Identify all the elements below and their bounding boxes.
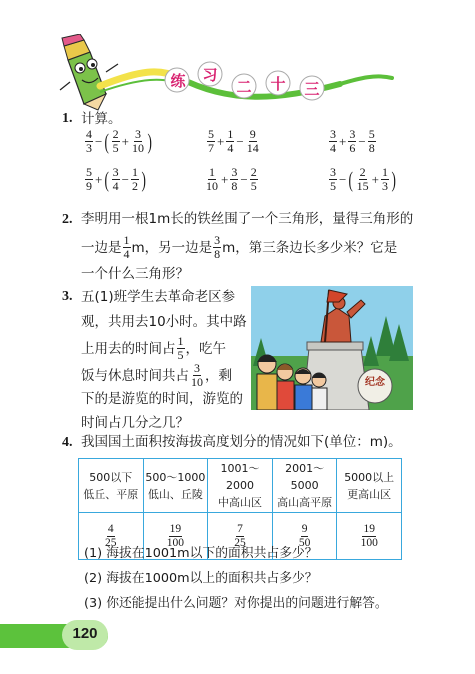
monument-illustration — [251, 286, 413, 410]
fraction: $\frac{1}{3}$ — [382, 165, 389, 193]
expression: $\frac{1}{10}$ + $\frac{3}{8}$ − $\frac{2}{5}$ — [206, 165, 257, 193]
question-3: (3) 你还能提出什么问题？对你提出的问题进行解答。 — [84, 596, 388, 611]
problem-2-number: 2. — [62, 212, 73, 227]
question-1: (1) 海拔在1001m以下的面积共占多少？ — [84, 546, 318, 561]
problem-3-line-5: 下的是游览的时间，游览的 — [81, 391, 243, 407]
page-number: 120 — [72, 625, 98, 642]
fraction: $\frac{9}{14}$ — [246, 127, 259, 155]
fraction: $\frac{1}{10}$ — [206, 165, 218, 193]
fraction: $\frac{1}{5}$ — [177, 334, 184, 362]
fraction: $\frac{5}{8}$ — [368, 127, 375, 155]
problem-3-line-4: 饭与休息时间共占 $\frac{3}{10}$ ，剩 — [81, 361, 232, 389]
fraction: $\frac{3}{10}$ — [191, 361, 203, 389]
title-char-2: 习 — [202, 66, 218, 84]
problem-3-line-6: 时间占几分之几？ — [81, 415, 189, 431]
table-row — [79, 459, 402, 513]
title-char-4: 十 — [270, 75, 286, 93]
fraction: $\frac{3}{4}$ — [112, 165, 119, 193]
header-banner — [40, 34, 400, 112]
fraction: $\frac{1}{2}$ — [132, 165, 139, 193]
fraction: $\frac{3}{5}$ — [330, 165, 336, 193]
problem-4-number: 4. — [62, 435, 73, 450]
table-cell: 500～1000 低山、丘陵 — [143, 459, 208, 513]
problem-3-line-1: 五(1)班学生去革命老区参 — [81, 289, 236, 305]
fraction: $\frac{3}{10}$ — [132, 127, 145, 155]
fraction: $\frac{1}{4}$ — [227, 127, 234, 155]
problem-2-line-3: 一个什么三角形？ — [81, 266, 189, 282]
table-cell: 2001～5000 高山高平原 — [272, 459, 337, 513]
fraction: $\frac{2}{5}$ — [112, 127, 119, 155]
title-char-3: 二 — [236, 78, 252, 96]
pencil-mascot-icon — [60, 34, 118, 110]
problem-2-line-1: 李明用一根1m长的铁丝围了一个三角形，量得三角形的 — [81, 211, 414, 227]
fraction: $\frac{19}{100}$ — [166, 522, 185, 549]
problem-4-intro: 我国国土面积按海拔高度划分的情况如下(单位：m)。 — [81, 434, 402, 450]
problem-1-label: 计算。 — [81, 111, 122, 127]
problem-3-line-3: 上用去的时间占 $\frac{1}{5}$ ，吃午 — [81, 334, 226, 362]
title-char-5: 三 — [304, 80, 320, 98]
fraction: $\frac{4}{25}$ — [105, 522, 117, 549]
problem-3-line-2: 观，共用去10小时。其中路 — [81, 314, 247, 330]
monument-inscription: 纪念 — [365, 377, 385, 388]
table-cell — [337, 513, 402, 560]
fraction: $\frac{3}{6}$ — [349, 127, 356, 155]
fraction: $\frac{4}{3}$ — [86, 127, 92, 155]
expression: $\frac{5}{7}$ + $\frac{1}{4}$ − $\frac{9}{14}$ — [208, 127, 259, 155]
problem-3-number: 3. — [62, 289, 73, 304]
fraction: $\frac{19}{100}$ — [360, 522, 378, 549]
fraction: $\frac{7}{25}$ — [234, 522, 246, 549]
expression: $\frac{4}{3}$ − ( $\frac{2}{5}$ + $\frac{3}{10}$ ) — [86, 127, 152, 155]
problem-2-line-2: 一边是 $\frac{1}{4}$ m，另一边是 $\frac{3}{8}$ m，第三条边长多少米？它是 — [81, 233, 398, 261]
fraction: $\frac{3}{8}$ — [214, 233, 221, 261]
expression: $\frac{3}{4}$ + $\frac{3}{6}$ − $\frac{5}{8}$ — [330, 127, 375, 155]
expression: $\frac{5}{9}$ + ( $\frac{3}{4}$ − $\frac{1}{2}$ ) — [86, 165, 146, 193]
fraction: $\frac{2}{15}$ — [356, 165, 369, 193]
fraction: $\frac{5}{7}$ — [208, 127, 214, 155]
fraction: $\frac{1}{4}$ — [123, 233, 130, 261]
table-cell: 5000以上 更高山区 — [337, 459, 402, 513]
fraction: $\frac{3}{8}$ — [231, 165, 238, 193]
fraction: $\frac{3}{4}$ — [330, 127, 336, 155]
fraction: $\frac{9}{50}$ — [298, 522, 311, 549]
title-char-1: 练 — [170, 72, 186, 90]
fraction: $\frac{5}{9}$ — [86, 165, 92, 193]
question-2: (2) 海拔在1000m以上的面积共占多少？ — [84, 571, 318, 586]
fraction: $\frac{2}{5}$ — [250, 165, 257, 193]
table-cell: 1001～2000 中高山区 — [208, 459, 273, 513]
table-cell: 500以下 低丘、平原 — [79, 459, 144, 513]
expression: $\frac{3}{5}$ − ( $\frac{2}{15}$ + $\frac{1}{3}$ ) — [330, 165, 396, 193]
problem-1-number: 1. — [62, 111, 73, 126]
